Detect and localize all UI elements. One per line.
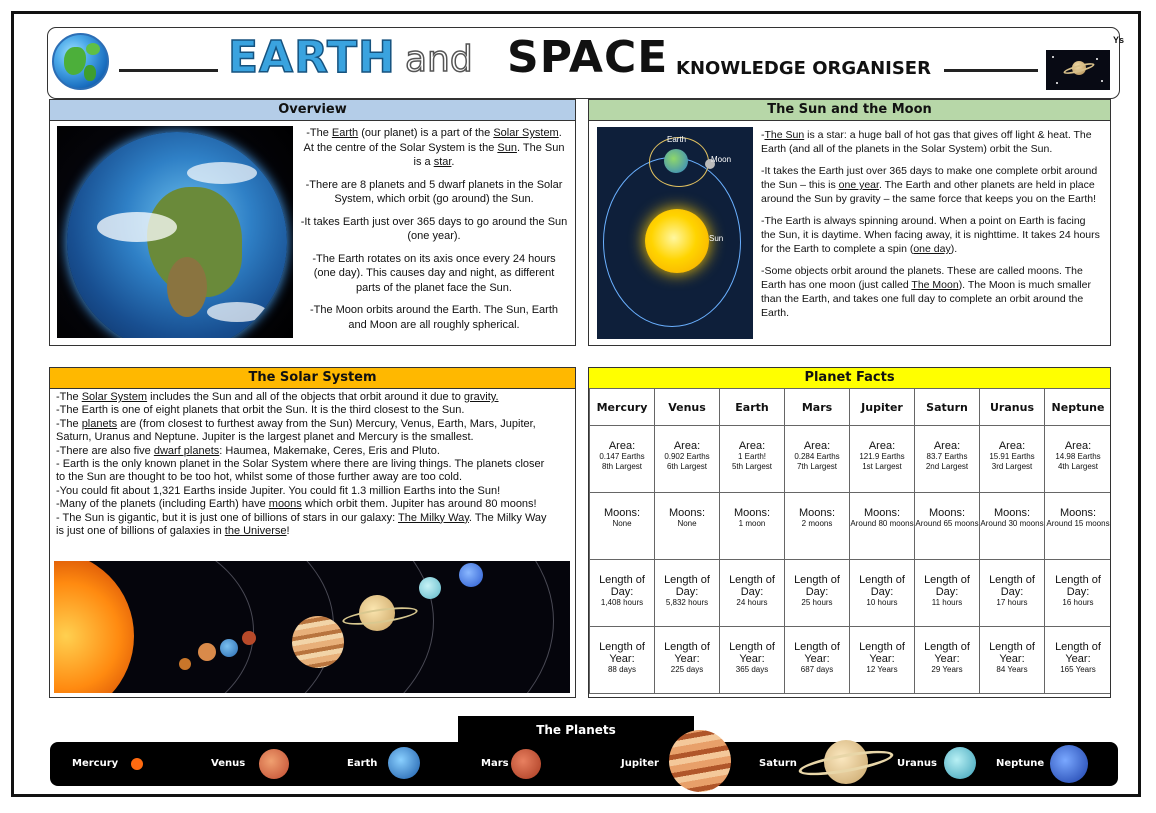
moons-row — [590, 493, 1112, 560]
solar-line-6: -You could fit about 1,321 Earths inside Jupiter. You could fit 1.3 million Earths into the Sun! — [56, 484, 501, 497]
fact-label: Length of Year: — [859, 641, 905, 665]
fact-value: 165 Years — [1060, 665, 1096, 674]
fact-value: 687 days — [800, 665, 834, 674]
sun-moon-heading: The Sun and the Moon — [589, 100, 1110, 121]
planet-facts-heading: Planet Facts — [589, 368, 1110, 389]
fact-value: 84 Years — [996, 665, 1028, 674]
fact-cell — [720, 560, 785, 627]
fact-value: 2 moons — [801, 519, 833, 528]
fact-value: Around 65 moons — [915, 519, 979, 528]
sun-moon-panel — [588, 99, 1111, 346]
solar-system-image — [54, 561, 570, 693]
fact-rank: 5th Largest — [731, 462, 773, 471]
fact-label: Length of Day: — [664, 574, 710, 598]
fact-label: Length of Day: — [924, 574, 970, 598]
fact-value: 83.7 Earths — [926, 452, 968, 461]
fact-label: Length of Day: — [599, 574, 645, 598]
overview-heading: Overview — [50, 100, 575, 121]
fact-value: 365 days — [735, 665, 769, 674]
fact-cell — [915, 493, 980, 560]
uranus-image — [419, 577, 441, 599]
fact-value: 0.284 Earths — [794, 452, 840, 461]
fact-value: 15.91 Earths — [989, 452, 1035, 461]
sun-moon-p3: -The Earth is always spinning around. When a point on Earth is facing the Sun, it is daytime. When facing away, it is nighttime. It takes 24 hours for the Earth to complete a spin (one day). — [761, 215, 1100, 255]
fact-cell — [655, 627, 720, 694]
column-header: Uranus — [980, 389, 1045, 426]
fact-label: Length of Year: — [1055, 641, 1101, 665]
fact-cell — [980, 426, 1045, 493]
column-header: Mars — [785, 389, 850, 426]
fact-label: Area: — [803, 440, 831, 452]
fact-value: Around 80 moons — [850, 519, 914, 528]
diagram-label-sun: Sun — [709, 234, 724, 243]
fact-label: Area: — [868, 440, 896, 452]
fact-value: 225 days — [670, 665, 704, 674]
fact-label: Moons: — [863, 507, 901, 519]
uranus-icon — [944, 747, 976, 779]
fact-value: Around 30 moons — [980, 519, 1044, 528]
fact-label: Length of Year: — [729, 641, 775, 665]
fact-cell — [655, 426, 720, 493]
fact-value: 88 days — [607, 665, 637, 674]
title-earth: EARTH — [228, 32, 396, 83]
venus-icon — [259, 749, 289, 779]
fact-label: Moons: — [603, 507, 641, 519]
fact-label: Length of Year: — [924, 641, 970, 665]
planets-strip-heading: The Planets — [458, 716, 694, 744]
sun-moon-diagram — [597, 127, 753, 339]
fact-label: Area: — [738, 440, 766, 452]
overview-text — [300, 126, 568, 340]
fact-cell — [590, 426, 655, 493]
solar-line-2: -The Earth is one of eight planets that orbit the Sun. It is the third closest to the Sun. — [56, 404, 465, 417]
fact-cell — [720, 426, 785, 493]
fact-value: 121.9 Earths — [859, 452, 905, 461]
solar-line-8: - The Sun is gigantic, but it is just one of billions of stars in our galaxy: The Milky Way. The Milky Way is just one of billions of galaxies in the Universe! — [56, 511, 547, 538]
title-and: and — [405, 39, 473, 80]
fact-value: 24 hours — [736, 598, 768, 607]
fact-value: 10 hours — [866, 598, 898, 607]
sun-moon-text — [761, 128, 1101, 328]
planet-strip-label: Saturn — [759, 758, 797, 769]
overview-p4: -The Earth rotates on its axis once every 24 hours (one day). This causes day and night, as different parts of the planet face the Sun. — [312, 252, 556, 294]
planet-strip-label: Mercury — [72, 758, 119, 769]
solar-line-7: -Many of the planets (including Earth) have moons which orbit them. Jupiter has around 80 moons! — [56, 498, 537, 511]
fact-cell — [850, 560, 915, 627]
fact-cell — [850, 493, 915, 560]
diagram-label-earth: Earth — [667, 135, 687, 144]
fact-label: Moons: — [1059, 507, 1097, 519]
fact-rank: 3rd Largest — [991, 462, 1033, 471]
fact-cell — [980, 493, 1045, 560]
fact-cell — [720, 627, 785, 694]
earth-small-image — [220, 639, 238, 657]
mercury-image — [179, 658, 191, 670]
fact-value: 1,408 hours — [600, 598, 644, 607]
planet-facts-panel — [588, 367, 1111, 698]
overview-p1: -The Earth (our planet) is a part of the Solar System. At the centre of the Solar System is the Sun. The Sun is a star. — [303, 127, 565, 168]
fact-cell — [655, 493, 720, 560]
column-header: Earth — [720, 389, 785, 426]
fact-label: Moons: — [733, 507, 771, 519]
day-row — [590, 560, 1112, 627]
fact-value: 1 Earth! — [737, 452, 766, 461]
venus-image — [198, 643, 216, 661]
overview-p2: -There are 8 planets and 5 dwarf planets in the Solar System, which orbit (go around) the Sun. — [305, 178, 563, 205]
fact-value: 29 Years — [931, 665, 963, 674]
fact-cell — [590, 560, 655, 627]
jupiter-image — [292, 616, 344, 668]
earth-icon — [664, 149, 688, 173]
fact-value: 12 Years — [866, 665, 898, 674]
fact-label: Area: — [998, 440, 1026, 452]
header-rule-left — [119, 69, 218, 72]
planet-strip-label: Venus — [211, 758, 246, 769]
fact-value: 5,832 hours — [665, 598, 709, 607]
fact-value: Around 15 moons — [1046, 519, 1110, 528]
fact-label: Length of Day: — [729, 574, 775, 598]
fact-label: Moons: — [928, 507, 966, 519]
overview-p5: -The Moon orbits around the Earth. The Sun, Earth and Moon are all roughly spherical. — [309, 304, 559, 331]
fact-cell — [915, 560, 980, 627]
fact-rank: 4th Largest — [1057, 462, 1099, 471]
mars-icon — [511, 749, 541, 779]
fact-cell — [1045, 426, 1112, 493]
fact-rank: 8th Largest — [601, 462, 643, 471]
fact-cell — [850, 426, 915, 493]
fact-cell — [720, 493, 785, 560]
fact-cell — [785, 627, 850, 694]
fact-rank: 1st Largest — [862, 462, 902, 471]
area-row — [590, 426, 1112, 493]
planet-facts-table — [589, 388, 1111, 694]
fact-cell — [1045, 493, 1112, 560]
fact-label: Area: — [933, 440, 961, 452]
fact-cell — [785, 560, 850, 627]
fact-cell — [850, 627, 915, 694]
fact-value: 17 hours — [996, 598, 1028, 607]
fact-rank: 6th Largest — [666, 462, 708, 471]
fact-label: Area: — [1064, 440, 1092, 452]
fact-label: Length of Year: — [599, 641, 645, 665]
solar-system-text — [56, 391, 556, 538]
earth-icon — [388, 747, 420, 779]
fact-label: Length of Day: — [1055, 574, 1101, 598]
planet-strip-label: Uranus — [897, 758, 937, 769]
column-header: Jupiter — [850, 389, 915, 426]
fact-label: Moons: — [668, 507, 706, 519]
fact-value: 14.98 Earths — [1055, 452, 1101, 461]
solar-line-5: - Earth is the only known planet in the Solar System where there are living things. The planets closer to the Sun are thought to be too hot, whilst some of those further away are too cold. — [56, 458, 545, 484]
fact-cell — [980, 627, 1045, 694]
earth-image — [57, 126, 293, 338]
fact-label: Length of Day: — [859, 574, 905, 598]
subtitle: KNOWLEDGE ORGANISER — [676, 58, 931, 79]
column-header: Mercury — [590, 389, 655, 426]
globe-icon — [52, 33, 109, 90]
fact-cell — [1045, 560, 1112, 627]
solar-line-3: -The planets are (from closest to furthest away from the Sun) Mercury, Venus, Earth, Mars, Jupiter, Saturn, Uranus and Neptune. Jupiter is the largest planet and Mercury is the smallest. — [56, 417, 536, 444]
fact-label: Length of Year: — [664, 641, 710, 665]
fact-label: Moons: — [798, 507, 836, 519]
fact-value: 0.147 Earths — [599, 452, 645, 461]
fact-value: 25 hours — [801, 598, 833, 607]
sun-moon-p4: -Some objects orbit around the planets. These are called moons. The Earth has one moon (just called The Moon). The Moon is much smaller than the Earth, and takes one full day to complete an orbit around the Earth. — [761, 265, 1091, 319]
planet-strip-label: Jupiter — [621, 758, 659, 769]
planet-strip-label: Mars — [481, 758, 509, 769]
fact-label: Moons: — [993, 507, 1031, 519]
column-header: Saturn — [915, 389, 980, 426]
overview-p3: -It takes Earth just over 365 days to go around the Sun (one year). — [300, 215, 568, 242]
title-space: SPACE — [507, 32, 669, 83]
planet-strip-label: Neptune — [996, 758, 1045, 769]
fact-rank: 2nd Largest — [925, 462, 969, 471]
fact-label: Length of Day: — [989, 574, 1035, 598]
jupiter-icon — [669, 730, 731, 792]
fact-value: 0.902 Earths — [664, 452, 710, 461]
fact-value: 1 moon — [738, 519, 766, 528]
sun-icon — [645, 209, 709, 273]
saturn-icon — [1046, 50, 1110, 90]
fact-cell — [915, 627, 980, 694]
fact-label: Area: — [673, 440, 701, 452]
planet-strip-label: Earth — [347, 758, 378, 769]
diagram-label-moon: Moon — [711, 155, 732, 164]
overview-panel — [49, 99, 576, 346]
fact-cell — [655, 560, 720, 627]
fact-cell — [785, 493, 850, 560]
fact-cell — [980, 560, 1045, 627]
sun-moon-p1: -The Sun is a star: a huge ball of hot gas that gives off light & heat. The Earth (and all of the planets in the Solar System) orbit the Sun. — [761, 129, 1092, 155]
fact-cell — [785, 426, 850, 493]
column-header: Venus — [655, 389, 720, 426]
fact-rank: 7th Largest — [796, 462, 838, 471]
year-tag: Ys — [1113, 35, 1125, 45]
fact-value: 16 hours — [1062, 598, 1094, 607]
sun-moon-p2: -It takes the Earth just over 365 days to make one complete orbit around the Sun – this is one year. The Earth and other planets are held in place around the Sun by gravity – the same force that keeps you on the Earth! — [761, 165, 1098, 205]
solar-line-4: -There are also five dwarf planets: Haumea, Makemake, Ceres, Eris and Pluto. — [56, 444, 440, 457]
fact-label: Area: — [608, 440, 636, 452]
mercury-icon — [131, 758, 143, 770]
fact-cell — [590, 493, 655, 560]
year-row — [590, 627, 1112, 694]
header-rule-right — [944, 69, 1038, 72]
fact-cell — [590, 627, 655, 694]
column-header: Neptune — [1045, 389, 1112, 426]
neptune-image — [459, 563, 483, 587]
solar-system-panel — [49, 367, 576, 698]
neptune-icon — [1050, 745, 1088, 783]
fact-label: Length of Day: — [794, 574, 840, 598]
fact-cell — [1045, 627, 1112, 694]
fact-label: Length of Year: — [989, 641, 1035, 665]
solar-system-heading: The Solar System — [50, 368, 575, 389]
mars-image — [242, 631, 256, 645]
fact-label: Length of Year: — [794, 641, 840, 665]
fact-value: None — [612, 519, 632, 528]
fact-value: None — [677, 519, 697, 528]
fact-cell — [915, 426, 980, 493]
fact-value: 11 hours — [931, 598, 963, 607]
solar-line-1: -The Solar System includes the Sun and all of the objects that orbit around it due to gravity. — [56, 391, 499, 403]
